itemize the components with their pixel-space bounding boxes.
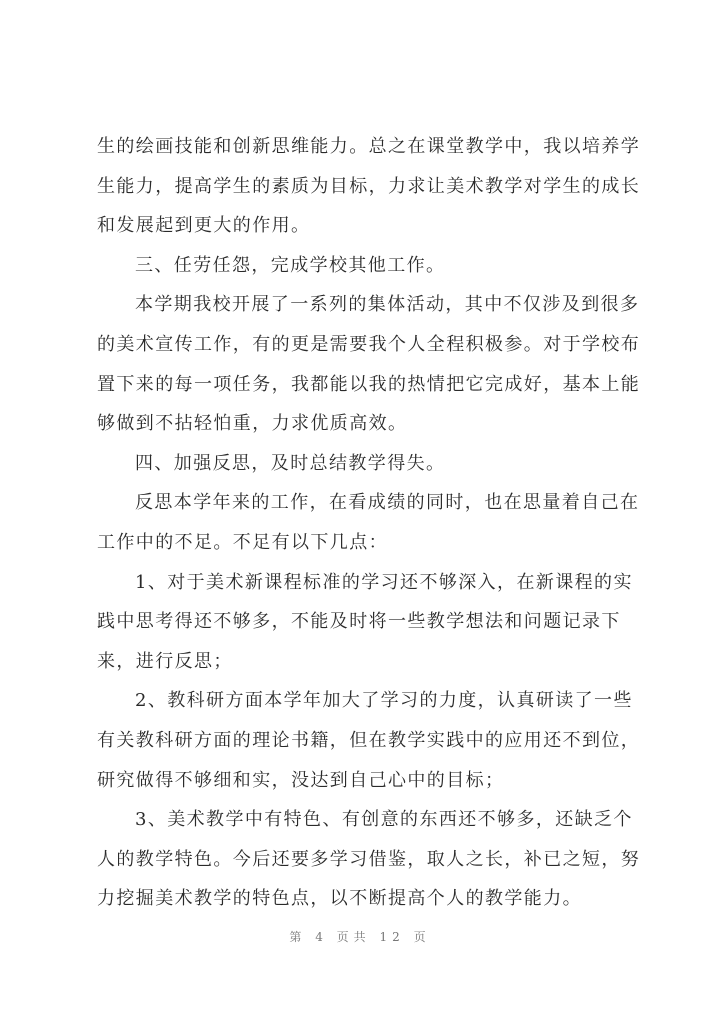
text-line: 践中思考得还不够多，不能及时将一些教学想法和问题记录下	[97, 611, 621, 633]
text-line: 的美术宣传工作，有的更是需要我个人全程积极参。对于学校布	[97, 333, 641, 355]
text-line: 力挖掘美术教学的特色点，以不断提高个人的教学能力。	[97, 888, 582, 910]
text-line: 研究做得不够细和实，没达到自己心中的目标；	[97, 769, 505, 791]
text-line: 三、任劳任怨，完成学校其他工作。	[135, 254, 446, 276]
text-line: 本学期我校开展了一系列的集体活动，其中不仅涉及到很多	[135, 294, 640, 316]
text-line: 生能力，提高学生的素质为目标，力求让美术教学对学生的成长	[97, 175, 641, 197]
text-line: 和发展起到更大的作用。	[97, 215, 311, 237]
text-line: 3、美术教学中有特色、有创意的东西还不够多，还缺乏个	[135, 809, 633, 831]
text-line: 有关教科研方面的理论书籍，但在教学实践中的应用还不到位，	[97, 729, 641, 751]
text-line: 人的教学特色。今后还要多学习借鉴，取人之长，补已之短，努	[97, 848, 641, 870]
text-line: 2、教科研方面本学年加大了学习的力度，认真研读了一些	[135, 690, 633, 712]
text-line: 工作中的不足。不足有以下几点：	[97, 531, 388, 553]
text-line: 够做到不拈轻怕重，力求优质高效。	[97, 413, 408, 435]
body-text	[97, 127, 657, 919]
text-line: 反思本学年来的工作，在看成绩的同时，也在思量着自己在	[135, 492, 640, 514]
text-line: 置下来的每一项任务，我都能以我的热情把它完成好，基本上能	[97, 373, 641, 395]
text-line: 四、加强反思，及时总结教学得失。	[135, 452, 446, 474]
text-line: 生的绘画技能和创新思维能力。总之在课堂教学中，我以培养学	[97, 136, 641, 157]
page-footer: 第 4 页共 12 页	[289, 930, 431, 944]
text-line: 1、对于美术新课程标准的学习还不够深入，在新课程的实	[135, 571, 633, 593]
text-line: 来，进行反思；	[97, 650, 233, 672]
